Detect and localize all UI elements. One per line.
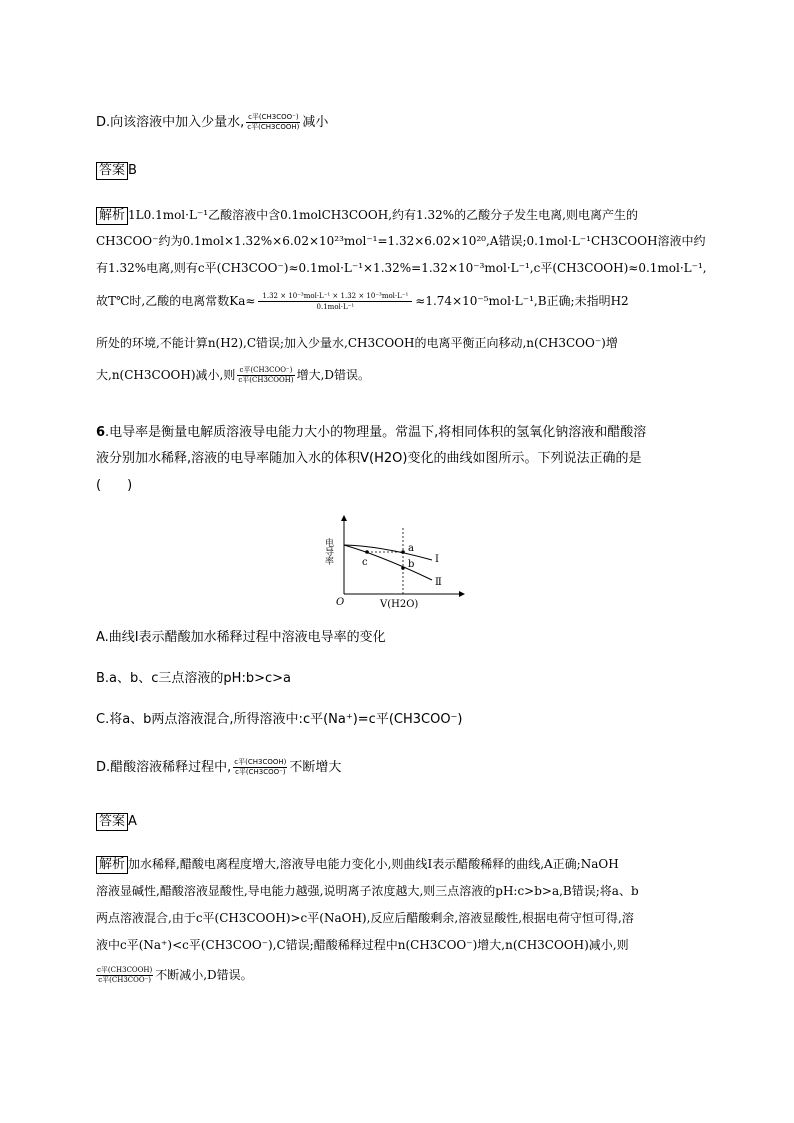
q5-analysis-line-1: 解析 1L0.1mol·L⁻¹乙酸溶液中含0.1molCH3COOH,约有1.32%的乙酸分子发生电离,则电离产生的 [96,206,638,225]
point-b-dot [401,566,405,570]
y-axis-label: 电导率 [323,538,333,565]
curve-1-label: Ⅰ [435,554,439,565]
answer-label: 答案 [96,813,128,831]
q5-answer [96,162,137,180]
q5-option-d: D.向该溶液中加入少量水, $\frac{\text{c平(CH3COO⁻)}}{\text{c平(CH3COOH)}}$ 减小 [96,113,329,131]
x-axis-label: V(H2O) [380,599,419,610]
point-b-label: b [408,559,415,570]
q6-analysis-line-4: 液中c平(Na⁺)<c平(CH3COO⁻),C错误;醋酸稀释过程中n(CH3COO⁻)增大,n(CH3COOH)减小,则 [96,938,629,952]
point-c-dot [365,550,369,554]
answer-label: 答案 [96,162,128,180]
q6-analysis-line-1: 解析 加水稀释,醋酸电离程度增大,溶液导电能力变化小,则曲线Ⅰ表示醋酸稀释的曲线,A正确;NaOH [96,855,619,874]
q6-analysis-line-5: $\frac{\text{c平(CH3COOH)}}{\text{c平(CH3COO⁻)}}$ 不断减小,D错误。 [97,966,253,984]
q6-option-a: A.曲线Ⅰ表示醋酸加水稀释过程中溶液电导率的变化 [96,630,386,645]
point-c-label: c [362,557,368,568]
curve-1 [344,545,432,560]
answer-value: B [128,163,137,178]
q6-analysis-fraction: $\frac{\text{c平(CH3COOH)}}{\text{c平(CH3COO⁻)}}$ [97,966,153,984]
conductivity-figure [322,510,472,615]
analysis-label: 解析 [96,856,128,874]
q5-analysis-line-4: 故T℃时,乙酸的电离常数Ka≈ $\frac{\text{1.32 × 10⁻³mol·L⁻¹ × 1.32 × 10⁻³mol·L⁻¹}}{\text{0.1mol·L⁻¹}}$ ≈1.74×10⁻⁵mol·L⁻¹,B正确;未指明H2 [96,292,629,311]
q5-analysis-fraction: $\frac{\text{c平(CH3COO⁻)}}{\text{c平(CH3COOH)}}$ [238,366,294,384]
answer-value: A [128,814,137,829]
q6-option-c: C.将a、b两点溶液混合,所得溶液中:c平(Na⁺)=c平(CH3COO⁻) [96,712,463,727]
analysis-label: 解析 [96,207,128,225]
point-a-label: a [408,543,414,554]
q6-analysis-line-2: 溶液显碱性,醋酸溶液显酸性,导电能力越强,说明离子浓度越大,则三点溶液的pH:c>b>a,B错误;将a、b [96,884,639,898]
q6-option-d-fraction: $\frac{\text{c平(CH3COOH)}}{\text{c平(CH3COO⁻)}}$ [234,758,287,776]
q6-option-b: B.a、b、c三点溶液的pH:b>c>a [96,671,291,686]
q6-analysis-line-3: 两点溶液混合,由于c平(CH3COOH)>c平(NaOH),反应后醋酸剩余,溶液显酸性,根据电荷守恒可得,溶 [96,911,634,925]
q5-analysis-line-6: 大,n(CH3COOH)减小,则 $\frac{\text{c平(CH3COO⁻)}}{\text{c平(CH3COOH)}}$ 增大,D错误。 [96,366,370,384]
ka-fraction: $\frac{\text{1.32 × 10⁻³mol·L⁻¹ × 1.32 × 10⁻³mol·L⁻¹}}{\text{0.1mol·L⁻¹}}$ [258,291,412,312]
q6-stem-line-2: 液分别加水稀释,溶液的电导率随加入水的体积V(H2O)变化的曲线如图所示。下列说法正确的是 [96,451,642,466]
q6-answer [96,813,137,831]
q5-analysis-line-5: 所处的环境,不能计算n(H2),C错误;加入少量水,CH3COOH的电离平衡正向移动,n(CH3COO⁻)增 [96,336,618,350]
q5-analysis-line-3: 有1.32%电离,则有c平(CH3COO⁻)≈0.1mol·L⁻¹×1.32%=1.32×10⁻³mol·L⁻¹,c平(CH3COOH)≈0.1mol·L⁻¹, [96,261,707,275]
q5-option-d-fraction: $\frac{\text{c平(CH3COO⁻)}}{\text{c平(CH3COOH)}}$ [247,113,300,131]
point-a-dot [401,550,405,554]
q6-stem-line-1: 6.电导率是衡量电解质溶液导电能力大小的物理量。常温下,将相同体积的氢氧化钠溶液和醋酸溶 [96,425,647,440]
q6-stem-line-3: ( ) [96,478,133,493]
q6-option-d: D.醋酸溶液稀释过程中, $\frac{\text{c平(CH3COOH)}}{\text{c平(CH3COO⁻)}}$ 不断增大 [96,758,342,776]
curve-2-label: Ⅱ [435,577,442,588]
origin-label: O [336,597,345,608]
q5-analysis-line-2: CH3COO⁻约为0.1mol×1.32%×6.02×10²³mol⁻¹=1.32×6.02×10²⁰,A错误;0.1mol·L⁻¹CH3COOH溶液中约 [96,234,706,248]
